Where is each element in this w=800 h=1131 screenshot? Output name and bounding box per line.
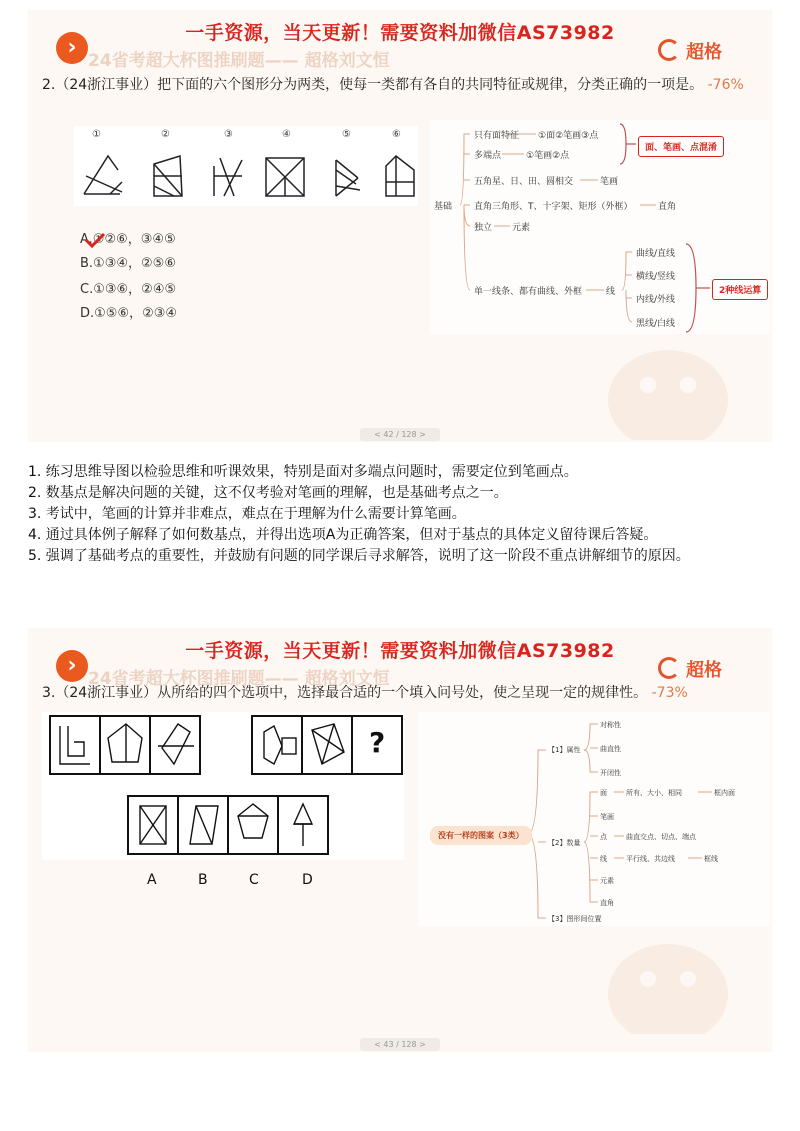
choice-d[interactable]: D (302, 872, 313, 888)
note-5: 5. 强调了基础考点的重要性，并鼓励有问题的同学课后寻求解答，说明了这一阶段不重点讲解细节的原因。 (28, 548, 690, 564)
option-d[interactable] (80, 302, 177, 321)
mindmap-2-cat-3: 【3】图形间位置 (548, 915, 602, 923)
mindmap-2-connectors (418, 712, 770, 926)
check-mark-icon (84, 232, 106, 248)
brand-logo (658, 656, 722, 682)
mindmap-1-node-4a: 直角 (658, 202, 677, 212)
note-3: 3. 考试中，笔画的计算并非难点，难点在于理解为什么需要计算笔画。 (28, 506, 466, 522)
figure-label-2: ② (161, 129, 170, 140)
figure-label-4: ④ (282, 129, 291, 140)
brand-logo (658, 38, 722, 64)
mindmap-2-c2-right: 直角 (600, 899, 614, 907)
mindmap-1-node-6: 单一线条、都有曲线、外框 (474, 287, 583, 297)
banner-title: 一手资源，当天更新！需要资料加微信AS73982 (185, 22, 615, 44)
figure-label-3: ③ (224, 129, 233, 140)
mascot-watermark-icon (588, 330, 748, 440)
option-a-label: A.①②⑥，③④⑤ (80, 232, 176, 247)
banner-title: 一手资源，当天更新！需要资料加微信AS73982 (185, 640, 615, 662)
figure-4 (266, 158, 304, 196)
mindmap-2-c2-elem: 元素 (600, 877, 614, 885)
mindmap-2-c2-stroke: 笔画 (600, 813, 614, 821)
figure-5 (336, 160, 360, 196)
question-body: 2.（24浙江事业）把下面的六个图形分为两类，使每一类都有各自的共同特征或规律，分类正确的一项是。 (42, 77, 704, 93)
mindmap-2-cat-1: 【1】属性 (548, 746, 581, 754)
question-mark: ? (369, 726, 386, 759)
mindmap-2-c2-face-a: 所有、大小、相同 (626, 789, 682, 797)
figure-strip (74, 126, 418, 206)
brand-logo-text: 超格 (686, 42, 722, 63)
mindmap-1-box-1: 面、笔画、点混淆 (638, 136, 724, 157)
question-body: 3.（24浙江事业）从所给的四个选项中，选择最合适的一个填入问号处，使之呈现一定的规律性。 (42, 685, 648, 701)
mindmap-2-c1-leaf-2: 曲直性 (600, 745, 621, 753)
mindmap-2-c2-face: 面 (600, 789, 607, 797)
puzzle-figures (42, 712, 404, 860)
mindmap-1-node-5: 独立 (474, 223, 493, 233)
figure-2 (154, 156, 182, 196)
question-text (42, 682, 768, 704)
mindmap-1-node-4: 直角三角形、T、十字架、矩形（外框） (474, 202, 633, 212)
option-d-label: D.①⑤⑥，②③④ (80, 306, 178, 321)
option-b-label: B.①③④，②⑤⑥ (80, 256, 176, 271)
option-c[interactable] (80, 278, 176, 297)
mindmap-1-leaf-2: 横线/竖线 (636, 272, 676, 282)
mindmap-2 (418, 712, 770, 926)
figure-label-5: ⑤ (342, 129, 351, 140)
slide-header (28, 10, 772, 72)
page-indicator[interactable] (28, 1038, 772, 1051)
mindmap-1-node-2: 多端点 (474, 151, 502, 161)
brand-logo-icon (658, 39, 680, 61)
mindmap-1-node-5a: 元素 (512, 223, 531, 233)
mindmap-2-c2-point-a: 曲直交点、切点、端点 (626, 833, 696, 841)
slide-42 (28, 10, 772, 442)
figure-1 (84, 156, 122, 194)
mindmap-1-leaf-3: 内线/外线 (636, 295, 676, 305)
mindmap-1-node-3a: 笔画 (600, 177, 619, 187)
figure-drawings (74, 126, 418, 206)
slide-header (28, 628, 772, 690)
mindmap-1-node-1: 只有面特征 (474, 131, 520, 141)
lecture-notes (28, 462, 772, 567)
page-indicator[interactable] (28, 428, 772, 441)
course-subtitle: 24省考超大杯图推刷题—— 超格刘文恒 (88, 51, 390, 71)
choice-b[interactable]: B (198, 872, 208, 888)
note-4: 4. 通过具体例子解释了如何数基点，并得出选项A为正确答案，但对于基点的具体定义留待课后答疑。 (28, 527, 658, 543)
question-text (42, 74, 758, 96)
mindmap-2-c2-line: 线 (600, 855, 607, 863)
mindmap-2-c2-line-b: 框线 (704, 855, 718, 863)
choice-a[interactable]: A (147, 872, 157, 888)
mindmap-1-box-2: 2种线运算 (712, 279, 768, 300)
slide-43 (28, 628, 772, 1052)
mindmap-1-leaf-1: 曲线/直线 (636, 249, 676, 259)
note-1: 1. 练习思维导图以检验思维和听课效果，特别是面对多端点问题时，需要定位到笔画点。 (28, 464, 578, 480)
option-c-label: C.①③⑥，②④⑤ (80, 282, 177, 297)
next-arrow-icon: › (56, 650, 88, 682)
mindmap-1-root: 基础 (434, 202, 453, 212)
note-2: 2. 数基点是解决问题的关键，这不仅考验对笔画的理解，也是基础考点之一。 (28, 485, 508, 501)
mascot-watermark-icon (588, 924, 748, 1034)
choice-c[interactable]: C (249, 872, 259, 888)
figure-label-6: ⑥ (392, 129, 401, 140)
course-subtitle: 24省考超大杯图推刷题—— 超格刘文恒 (88, 669, 390, 689)
mindmap-2-root: 没有一样的图案（3类） (430, 826, 532, 845)
mindmap-1 (430, 120, 770, 334)
mindmap-2-c1-leaf-3: 开闭性 (600, 769, 621, 777)
mindmap-2-c1-leaf-1: 对称性 (600, 721, 621, 729)
option-b[interactable] (80, 252, 176, 271)
page-indicator-text: < 43 / 128 > (360, 1038, 440, 1051)
mindmap-1-node-2a: ①笔画②点 (526, 151, 570, 161)
mindmap-1-leaf-4: 黑线/白线 (636, 319, 676, 329)
mindmap-1-node-3: 五角星、日、田、圆相交 (474, 177, 574, 187)
correct-rate: -76% (707, 77, 744, 93)
mindmap-2-c2-face-b: 框内面 (714, 789, 735, 797)
figure-3 (214, 158, 242, 196)
mindmap-1-node-6a: 线 (606, 287, 616, 297)
next-arrow-icon: › (56, 32, 88, 64)
brand-logo-icon (658, 657, 680, 679)
correct-rate: -73% (651, 685, 688, 701)
mindmap-2-c2-point: 点 (600, 833, 607, 841)
puzzle-drawings (42, 712, 404, 860)
mindmap-2-cat-2: 【2】数量 (548, 839, 581, 847)
mindmap-1-node-1a: ①面②笔画③点 (538, 131, 599, 141)
brand-logo-text: 超格 (686, 660, 722, 681)
figure-6 (386, 156, 414, 196)
mindmap-2-c2-line-a: 平行线、共边线 (626, 855, 675, 863)
page-indicator-text: < 42 / 128 > (360, 428, 440, 441)
figure-label-1: ① (92, 129, 101, 140)
